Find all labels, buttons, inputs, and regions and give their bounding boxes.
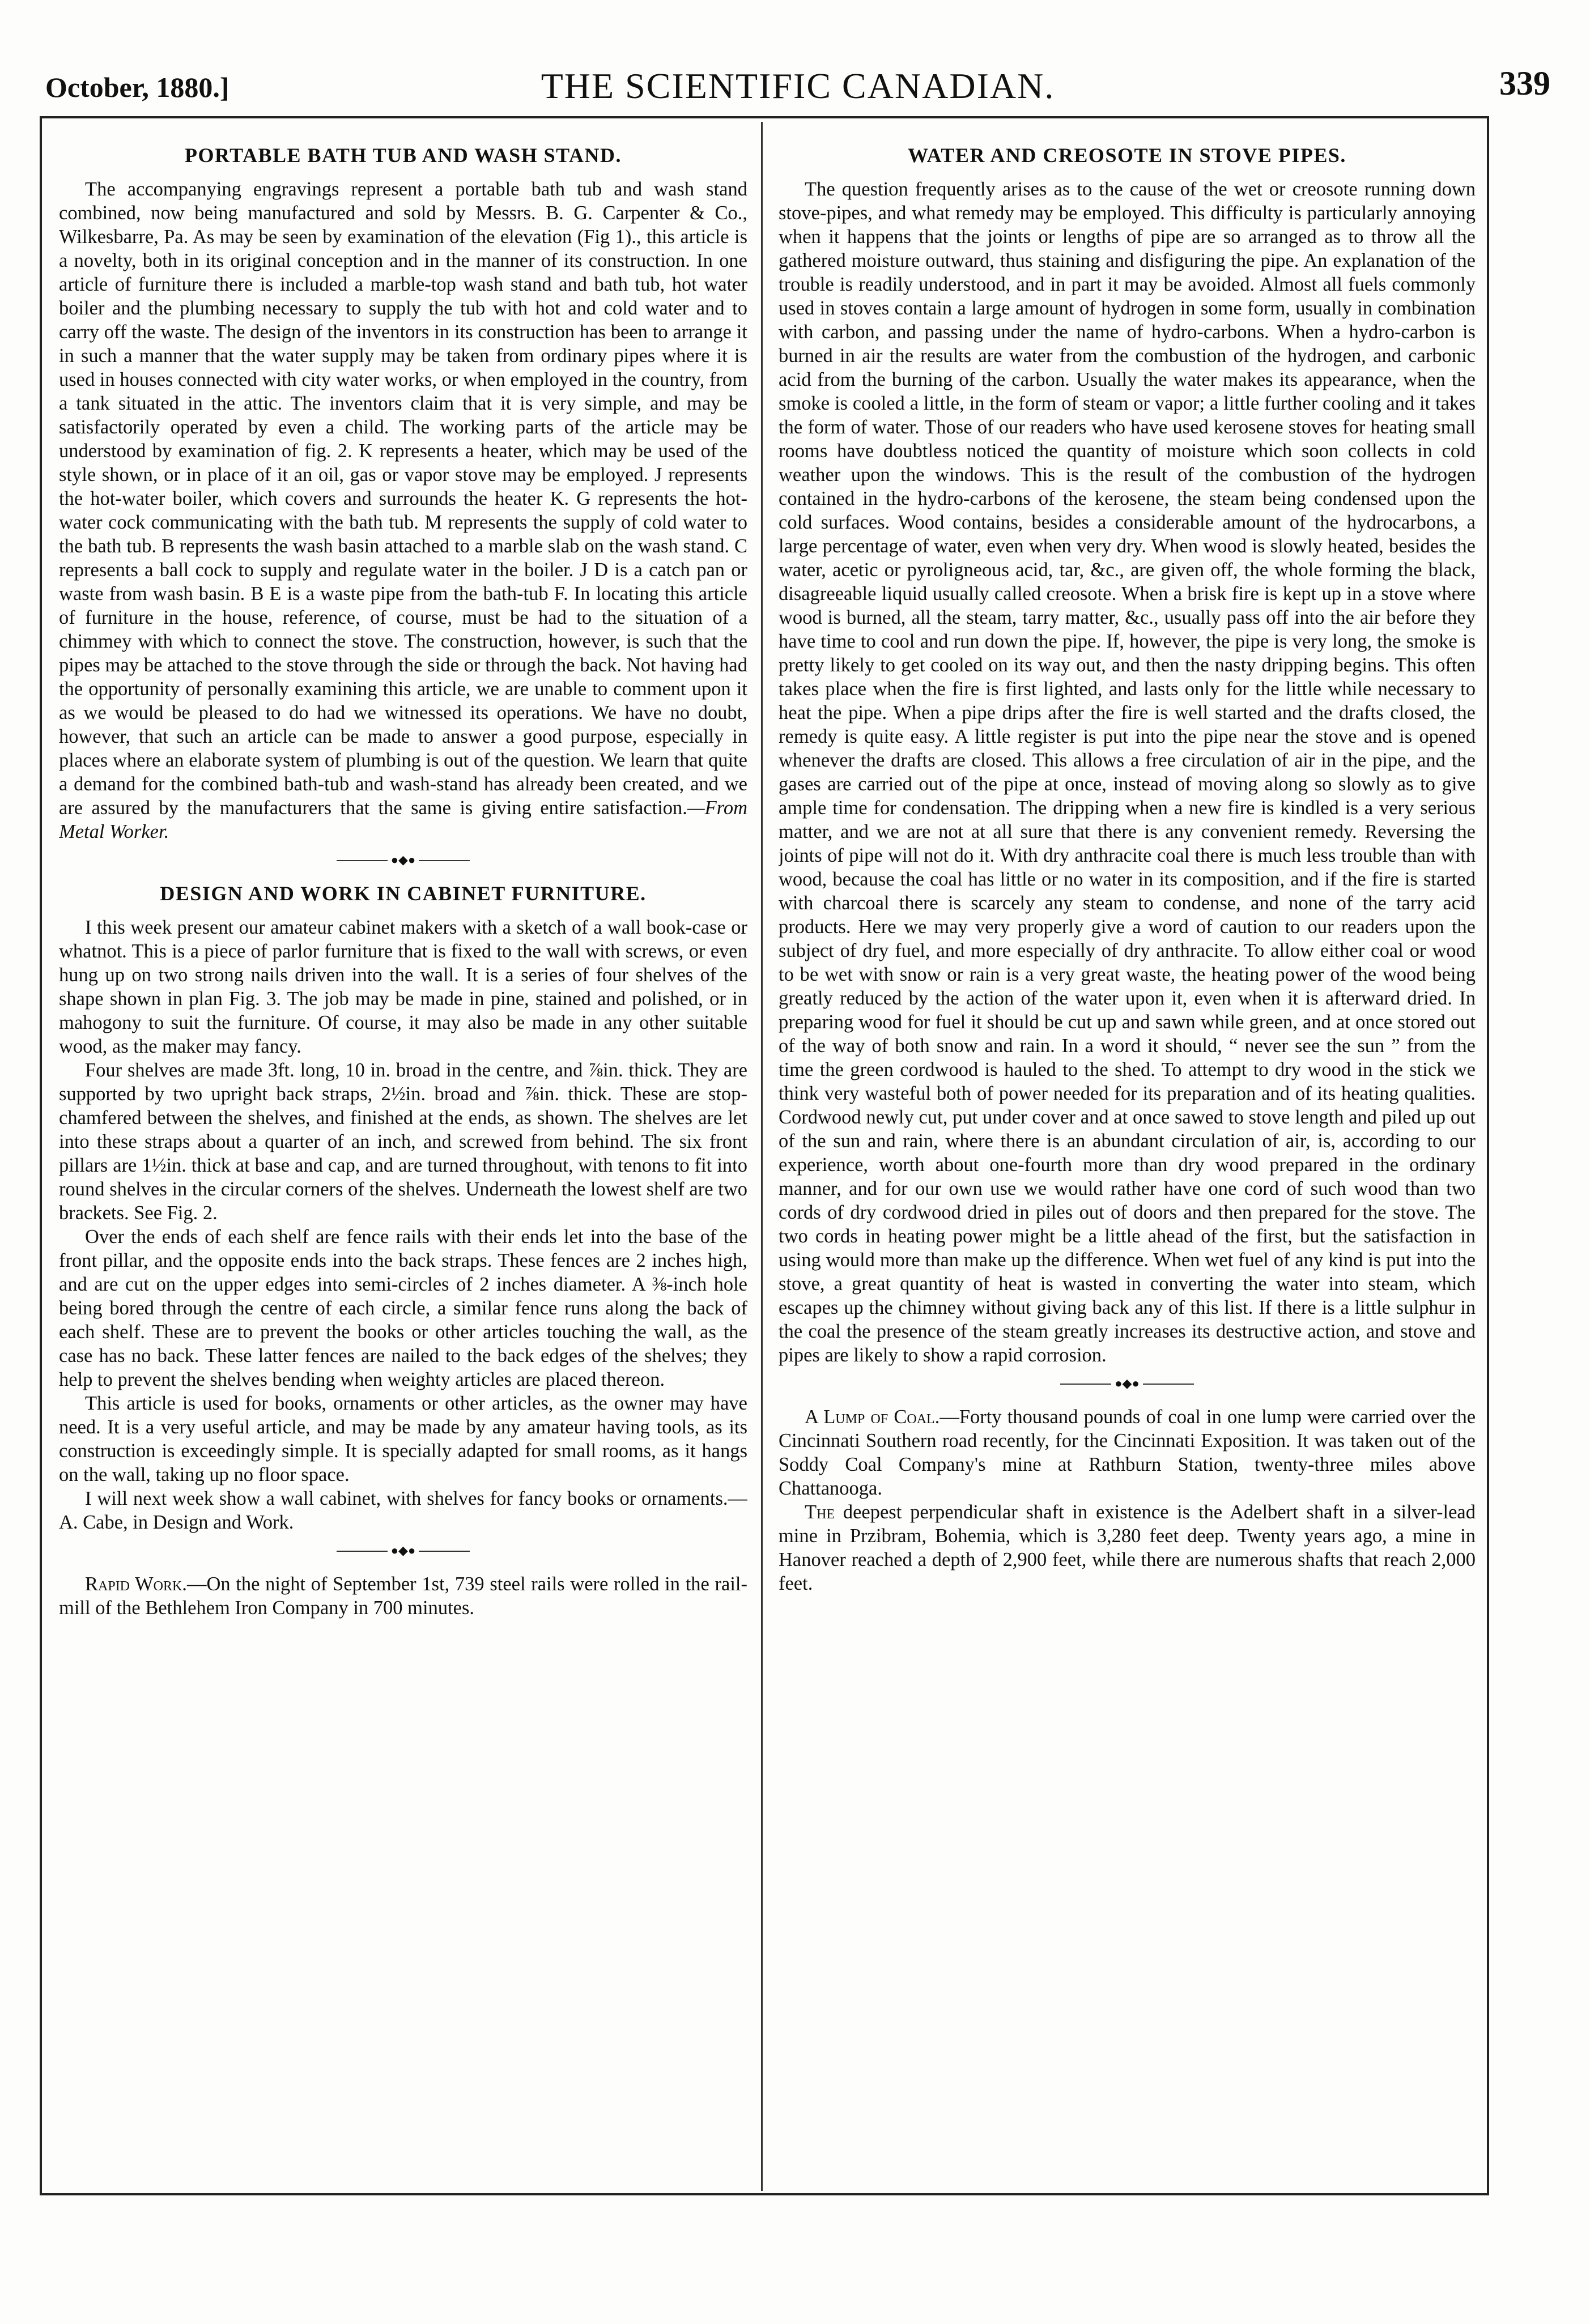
cabinet-paragraph: This article is used for books, ornaments or other articles, as the owner may have need. It is a very useful article, and may be made by any amateur having tools, as its construction is exceedingly simple. It is specially adapted for small rooms, as it hangs on the wall, taking up no floor space.: [59, 1393, 747, 1486]
article-body-bath-tub: [59, 177, 747, 844]
deepest-shaft-text: deepest perpendicular shaft in existence is the Adelbert shaft in a silver-lead mine in Przibram, Bohemia, which is 3,280 feet deep. Twenty years ago, a mine in Hanover reached a depth of 2,900 feet, while there are numerous shafts that reach 2,000 feet.: [779, 1501, 1476, 1594]
lump-of-coal-lead: A Lump of Coal.: [805, 1406, 940, 1428]
column-rule: [761, 122, 763, 2191]
bath-tub-text: The accompanying engravings represent a portable bath tub and wash stand combined, now being manufactured and sold by Messrs. B. G. Carpenter & Co., Wilkesbarre, Pa. As may be seen by examination of the elevation (Fig 1)., this article is a novelty, both in its original conception and in the manner of its construction. In one article of furniture there is included a marble-top wash stand and bath tub, hot water boiler and the plumbing necessary to supply the tub with hot and cold water and to carry off the waste. The design of the inventors in its construction has been to arrange it in such a manner that the water supply may be taken from ordinary pipes where it is used in houses connected with city water works, or when employed in the country, from a tank situated in the attic. The inventors claim that it is very simple, and may be satisfactorily operated by even a child. The working parts of the article may be understood by examination of fig. 2. K represents a heater, which may be used of the style shown, or in place of it an oil, gas or vapor stove may be employed. J represents the hot-water boiler, which covers and surrounds the heater K. G represents the hot-water cock communicating with the bath tub. M represents the supply of cold water to the bath tub. B represents the wash basin attached to a marble slab on the wash stand. C represents a ball cock to supply and regulate water in the boiler. J D is a catch pan or waste from wash basin. B E is a waste pipe from the bath-tub F. In locating this article of furniture in the house, reference, of course, must be had to the situation of a chimmey with which to connect the stove. The construction, however, is such that the pipes may be attached to the stove through the side or through the back. Not having had the opportunity of personally examining this article, we are unable to comment upon it as we would be pleased to do had we witnessed its operations. We have no doubt, however, that such an article can be made to answer a good purpose, especially in places where an elaborate system of plumbing is out of the question. We learn that quite a demand for the combined bath-tub and wash-stand has already been created, and we are assured by the manufacturers that the same is giving entire satisfaction.: [59, 178, 747, 819]
lump-of-coal-item: [779, 1405, 1476, 1500]
page-frame: [40, 116, 1489, 2195]
cabinet-paragraph-closing: [59, 1487, 747, 1534]
cabinet-closing-text: I will next week show a wall cabinet, with shelves for fancy books or ornaments.: [85, 1488, 728, 1509]
cabinet-paragraph: Over the ends of each shelf are fence rails with their ends let into the base of the front pillar, and the opposite ends into the back straps. These fences are 2 inches high, and are cut on the upper edges into semi-circles of 2 inches diameter. A ⅜-inch hole being bored through the centre of each circle, a similar fence runs along the back of each shelf. These are to prevent the books or other articles touching the wall, as the case has no back. These latter fences are nailed to the back edges of the shelves; they help to prevent the shelves bending when weighty articles are placed thereon.: [59, 1226, 747, 1390]
section-ornament: ●◆●: [59, 853, 747, 868]
cabinet-paragraph: Four shelves are made 3ft. long, 10 in. broad in the centre, and ⅞in. thick. They are supported by two upright back straps, 2½in. broad and ⅞in. thick. These are stop-chamfered between the shelves, and finished at the ends, as shown. The shelves are let into these straps about a quarter of an inch, and screwed from behind. The six front pillars are 1½in. thick at base and cap, and are turned throughout, with tenons to fit into round shelves in the circular corners of the shelves. Underneath the lowest shelf are two brackets. See Fig. 2.: [59, 1059, 747, 1224]
section-ornament: ●◆●: [779, 1376, 1476, 1391]
page-number: 339: [1499, 65, 1550, 102]
left-column: [59, 135, 747, 2182]
article-heading-bath-tub: PORTABLE BATH TUB AND WASH STAND.: [184, 144, 622, 167]
rapid-work-lead: Rapid Work.: [85, 1573, 187, 1595]
rapid-work-text: —On the night of September 1st, 739 steel rails were rolled in the rail-mill of the Bethlehem Iron Company in 700 minutes.: [59, 1573, 747, 1619]
lump-of-coal-text: —Forty thousand pounds of coal in one lump were carried over the Cincinnati Southern road recently, for the Cincinnati Exposition. It was taken out of the Soddy Coal Company's mine at Rathburn Station, twenty-three miles above Chattanooga.: [779, 1406, 1476, 1499]
section-ornament: ●◆●: [59, 1543, 747, 1559]
deepest-shaft-lead: The: [805, 1501, 835, 1523]
article-heading-cabinet-furniture: DESIGN AND WORK IN CABINET FURNITURE.: [160, 882, 647, 905]
running-head: [45, 54, 1550, 105]
cabinet-attribution: —A. Cabe, in Design and Work.: [59, 1488, 747, 1533]
right-column: [779, 135, 1476, 2182]
rapid-work-item: [59, 1572, 747, 1620]
article-heading-stove-pipes: WATER AND CREOSOTE IN STOVE PIPES.: [908, 144, 1346, 167]
cabinet-paragraph: I this week present our amateur cabinet makers with a sketch of a wall book-case or whatnot. This is a piece of parlor furniture that is fixed to the wall with screws, or even hung up on two strong nails driven into the wall. It is a series of four shelves of the shape shown in plan Fig. 3. The job may be made in pine, stained and polished, or in mahogony to suit the furniture. Of course, it may also be made in any other suitable wood, as the maker may fancy.: [59, 917, 747, 1057]
issue-date: October, 1880.]: [45, 71, 229, 103]
deepest-shaft-item: [779, 1500, 1476, 1595]
bath-tub-attribution: —From Metal Worker.: [59, 797, 747, 842]
article-body-stove-pipes: The question frequently arises as to the cause of the wet or creosote running down stove-pipes, and what remedy may be employed. This difficulty is particularly annoying when it happens that the joints or lengths of pipe are so arranged as to throw all the gathered moisture outward, thus staining and disfiguring the pipe. An explanation of the trouble is readily understood, and in part it may be avoided. Almost all fuels commonly used in stoves contain a large amount of hydrogen in some form, usually in combination with carbon, and passing under the name of hydro-carbons. When a hydro-carbon is burned in air the results are water from the combustion of the hydrogen, and carbonic acid from the burning of the carbon. Usually the water makes its appearance, when the smoke is cooled a little, in the form of steam or vapor; a little further cooling and it takes the form of water. Those of our readers who have used kerosene stoves for heating small rooms have doubtless noticed the quantity of moisture which soon collects in cold weather upon the windows. This is the result of the combustion of the hydrogen contained in the hydro-carbons of the kerosene, the steam being condensed upon the cold surfaces. Wood contains, besides a considerable amount of the hydrocarbons, a large percentage of water, even when very dry. When wood is slowly heated, besides the water, acetic or pyroligneous acid, tar, &c., are given off, the whole forming the black, disagreeable liquid usually called creosote. When a brisk fire is kept up in a stove where wood is burned, all the steam, tarry matter, &c., usually pass off into the air before they have time to cool and run down the pipe. If, however, the pipe is very long, the smoke is pretty likely to get cooled on its way out, and then the nasty dripping begins. This often takes place when the fire is first lighted, and lasts only for the little while necessary to heat the pipe. When a pipe drips after the fire is well started and the drafts closed, the remedy is quite easy. A little register is put into the pipe near the stove and is opened whenever the drafts are closed. This allows a free circulation of air in the pipe, and the gases are carried out of the pipe at once, instead of moving along so slowly as to give ample time for condensation. The dripping when a new fire is kindled is a very serious matter, and we are not at all sure that there is any convenient remedy. Reversing the joints of pipe will not do it. With dry anthracite coal there is much less trouble than with wood, because the coal has little or no water in its composition, and if the fire is started with charcoal there is scarcely any steam to condense, and none of the tarry acid products. Here we may very properly give a word of caution to our readers upon the subject of dry fuel, and more especially of dry anthracite. To allow either coal or wood to be wet with snow or rain is a very great waste, the heating power of the wood being greatly reduced by the action of the water upon it, even when it is afterward dried. In preparing wood for fuel it should be cut up and sawn while green, and at once stored out of the way of both snow and rain. In a word it should, “ never see the sun ” from the time the green cordwood is hauled to the shed. To attempt to dry wood in the stick we think very wasteful both of power needed for its preparation and of its heating qualities. Cordwood newly cut, put under cover and at once sawed to stove length and piled up out of the sun and rain, where there is an abundant circulation of air, is, according to our experience, worth about one-fourth more than dry wood prepared in the ordinary manner, and for our own use we would rather have one cord of such wood than two cords of dry cordwood dried in piles out of doors and then prepared for the stove. The two cords in heating power might be a little ahead of the first, but the satisfaction in using would more than make up the difference. When wet fuel of any kind is put into the stove, a great quantity of heat is wasted in converting the water into steam, which escapes up the chimney without giving back any of this list. If there is a little sulphur in the coal the presence of the steam greatly increases its destructive action, and stove and pipes are likely to show a rapid corrosion.: [779, 178, 1476, 1366]
publication-title: THE SCIENTIFIC CANADIAN.: [541, 66, 1055, 106]
